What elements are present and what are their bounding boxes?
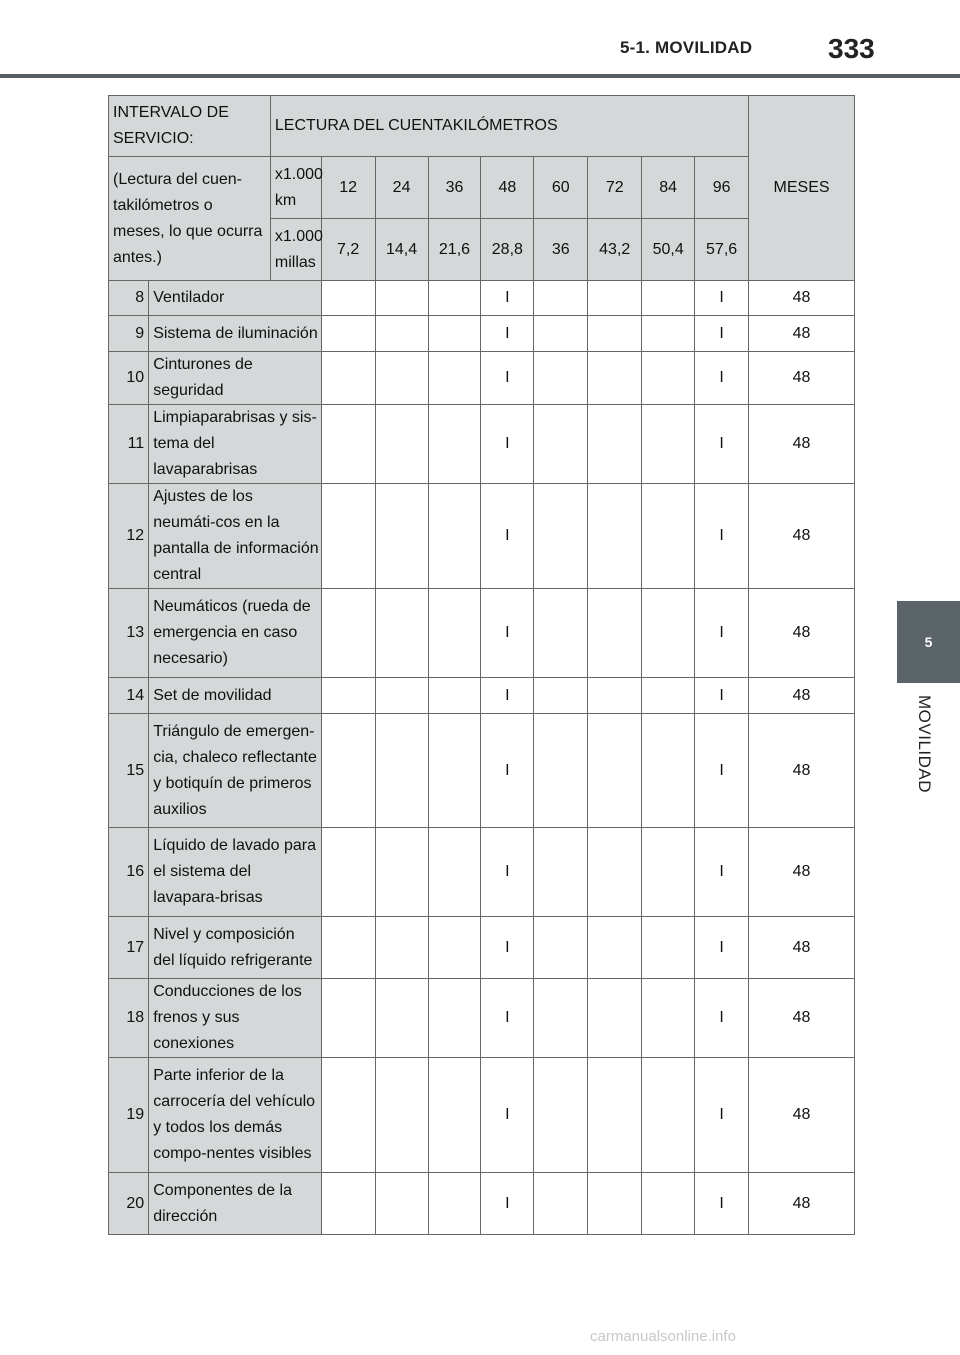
header-row-km xyxy=(109,157,855,219)
header-rule xyxy=(0,74,960,78)
empty-cell xyxy=(321,589,375,678)
table-row xyxy=(109,1058,855,1173)
table-row xyxy=(109,589,855,678)
empty-cell xyxy=(428,281,481,316)
mile-value: 50,4 xyxy=(642,219,695,281)
empty-cell xyxy=(534,917,588,979)
inspect-mark: I xyxy=(695,1173,749,1235)
inspect-mark: I xyxy=(481,316,534,352)
empty-cell xyxy=(588,281,642,316)
empty-cell xyxy=(375,405,428,484)
mile-value: 21,6 xyxy=(428,219,481,281)
empty-cell xyxy=(375,714,428,828)
chapter-tab xyxy=(897,601,960,683)
empty-cell xyxy=(428,352,481,405)
page-header xyxy=(0,0,960,80)
empty-cell xyxy=(321,484,375,589)
table-row xyxy=(109,316,855,352)
mile-value: 14,4 xyxy=(375,219,428,281)
inspect-mark: I xyxy=(481,484,534,589)
empty-cell xyxy=(375,678,428,714)
item-description: Sistema de iluminación xyxy=(149,316,321,352)
table-row xyxy=(109,828,855,917)
months-value: 48 xyxy=(749,828,855,917)
inspect-mark: I xyxy=(695,352,749,405)
table-row xyxy=(109,484,855,589)
km-unit: x1.000 km xyxy=(270,157,321,219)
empty-cell xyxy=(534,1173,588,1235)
mile-value: 57,6 xyxy=(695,219,749,281)
empty-cell xyxy=(321,1058,375,1173)
months-value: 48 xyxy=(749,917,855,979)
empty-cell xyxy=(321,352,375,405)
chapter-label: MOVILIDAD xyxy=(915,695,934,794)
months-value: 48 xyxy=(749,1173,855,1235)
km-value: 84 xyxy=(642,157,695,219)
empty-cell xyxy=(321,316,375,352)
item-number: 16 xyxy=(109,828,149,917)
item-number: 18 xyxy=(109,979,149,1058)
inspect-mark: I xyxy=(481,917,534,979)
item-number: 11 xyxy=(109,405,149,484)
empty-cell xyxy=(321,828,375,917)
chapter-tab-number: 5 xyxy=(924,634,933,650)
item-number: 14 xyxy=(109,678,149,714)
item-number: 19 xyxy=(109,1058,149,1173)
table-row xyxy=(109,1173,855,1235)
item-description: Parte inferior de la carrocería del vehículo y todos los demás compo-nentes visibles xyxy=(149,1058,321,1173)
empty-cell xyxy=(642,316,695,352)
empty-cell xyxy=(588,352,642,405)
table-row xyxy=(109,352,855,405)
item-description: Líquido de lavado para el sistema del lavapara-brisas xyxy=(149,828,321,917)
table-row xyxy=(109,917,855,979)
empty-cell xyxy=(588,714,642,828)
item-number: 9 xyxy=(109,316,149,352)
inspect-mark: I xyxy=(695,281,749,316)
empty-cell xyxy=(375,316,428,352)
item-number: 17 xyxy=(109,917,149,979)
empty-cell xyxy=(428,589,481,678)
months-value: 48 xyxy=(749,316,855,352)
item-description: Triángulo de emergen-cia, chaleco reflectante y botiquín de primeros auxilios xyxy=(149,714,321,828)
empty-cell xyxy=(534,405,588,484)
inspect-mark: I xyxy=(695,714,749,828)
mile-value: 36 xyxy=(534,219,588,281)
months-value: 48 xyxy=(749,484,855,589)
item-number: 12 xyxy=(109,484,149,589)
header-row-top xyxy=(109,96,855,157)
empty-cell xyxy=(375,979,428,1058)
months-value: 48 xyxy=(749,352,855,405)
empty-cell xyxy=(588,1173,642,1235)
months-value: 48 xyxy=(749,589,855,678)
km-value: 96 xyxy=(695,157,749,219)
empty-cell xyxy=(534,316,588,352)
months-label: MESES xyxy=(749,96,855,281)
empty-cell xyxy=(588,589,642,678)
table-row xyxy=(109,979,855,1058)
inspect-mark: I xyxy=(695,405,749,484)
mile-value: 28,8 xyxy=(481,219,534,281)
empty-cell xyxy=(321,714,375,828)
empty-cell xyxy=(375,352,428,405)
empty-cell xyxy=(375,281,428,316)
empty-cell xyxy=(534,352,588,405)
empty-cell xyxy=(375,828,428,917)
inspect-mark: I xyxy=(481,281,534,316)
empty-cell xyxy=(428,979,481,1058)
inspect-mark: I xyxy=(481,352,534,405)
empty-cell xyxy=(534,979,588,1058)
empty-cell xyxy=(321,1173,375,1235)
item-description: Componentes de la dirección xyxy=(149,1173,321,1235)
item-number: 20 xyxy=(109,1173,149,1235)
empty-cell xyxy=(375,917,428,979)
inspect-mark: I xyxy=(481,1058,534,1173)
months-value: 48 xyxy=(749,1058,855,1173)
empty-cell xyxy=(375,1058,428,1173)
item-description: Cinturones de seguridad xyxy=(149,352,321,405)
empty-cell xyxy=(588,828,642,917)
empty-cell xyxy=(588,979,642,1058)
empty-cell xyxy=(534,678,588,714)
empty-cell xyxy=(428,484,481,589)
empty-cell xyxy=(642,714,695,828)
item-description: Conducciones de los frenos y sus conexiones xyxy=(149,979,321,1058)
months-value: 48 xyxy=(749,979,855,1058)
empty-cell xyxy=(428,828,481,917)
inspect-mark: I xyxy=(481,714,534,828)
empty-cell xyxy=(588,678,642,714)
empty-cell xyxy=(588,484,642,589)
empty-cell xyxy=(428,714,481,828)
inspect-mark: I xyxy=(481,979,534,1058)
km-value: 24 xyxy=(375,157,428,219)
inspect-mark: I xyxy=(695,316,749,352)
item-number: 10 xyxy=(109,352,149,405)
empty-cell xyxy=(588,917,642,979)
empty-cell xyxy=(375,1173,428,1235)
empty-cell xyxy=(642,484,695,589)
months-value: 48 xyxy=(749,714,855,828)
empty-cell xyxy=(588,1058,642,1173)
inspect-mark: I xyxy=(695,678,749,714)
empty-cell xyxy=(642,1058,695,1173)
empty-cell xyxy=(375,484,428,589)
item-description: Nivel y composición del líquido refrigerante xyxy=(149,917,321,979)
inspect-mark: I xyxy=(481,589,534,678)
item-description: Ventilador xyxy=(149,281,321,316)
empty-cell xyxy=(321,917,375,979)
empty-cell xyxy=(534,589,588,678)
empty-cell xyxy=(642,678,695,714)
empty-cell xyxy=(428,316,481,352)
km-value: 36 xyxy=(428,157,481,219)
page-number: 333 xyxy=(828,33,875,64)
km-value: 48 xyxy=(481,157,534,219)
empty-cell xyxy=(642,281,695,316)
table-row xyxy=(109,405,855,484)
empty-cell xyxy=(375,589,428,678)
inspect-mark: I xyxy=(695,484,749,589)
empty-cell xyxy=(642,352,695,405)
inspect-mark: I xyxy=(481,405,534,484)
item-number: 13 xyxy=(109,589,149,678)
empty-cell xyxy=(534,828,588,917)
inspect-mark: I xyxy=(695,828,749,917)
km-value: 12 xyxy=(321,157,375,219)
empty-cell xyxy=(642,917,695,979)
table-row xyxy=(109,678,855,714)
mile-value: 43,2 xyxy=(588,219,642,281)
item-number: 8 xyxy=(109,281,149,316)
inspect-mark: I xyxy=(695,979,749,1058)
empty-cell xyxy=(321,281,375,316)
empty-cell xyxy=(321,979,375,1058)
months-value: 48 xyxy=(749,281,855,316)
item-description: Limpiaparabrisas y sis-tema del lavaparabrisas xyxy=(149,405,321,484)
inspect-mark: I xyxy=(695,917,749,979)
empty-cell xyxy=(642,589,695,678)
inspect-mark: I xyxy=(481,828,534,917)
item-description: Neumáticos (rueda de emergencia en caso necesario) xyxy=(149,589,321,678)
inspect-mark: I xyxy=(481,678,534,714)
mile-value: 7,2 xyxy=(321,219,375,281)
interval-label: INTERVALO DE SERVICIO: xyxy=(109,96,271,157)
empty-cell xyxy=(428,1058,481,1173)
empty-cell xyxy=(588,316,642,352)
km-value: 72 xyxy=(588,157,642,219)
item-description: Ajustes de los neumáti-cos en la pantalla de información central xyxy=(149,484,321,589)
empty-cell xyxy=(642,1173,695,1235)
empty-cell xyxy=(642,405,695,484)
empty-cell xyxy=(534,714,588,828)
empty-cell xyxy=(534,1058,588,1173)
site-watermark: carmanualsonline.info xyxy=(590,1328,736,1345)
empty-cell xyxy=(428,1173,481,1235)
empty-cell xyxy=(588,405,642,484)
empty-cell xyxy=(534,281,588,316)
maintenance-table xyxy=(108,95,855,1235)
inspect-mark: I xyxy=(481,1173,534,1235)
item-number: 15 xyxy=(109,714,149,828)
inspect-mark: I xyxy=(695,1058,749,1173)
table-row xyxy=(109,714,855,828)
empty-cell xyxy=(428,678,481,714)
empty-cell xyxy=(321,405,375,484)
empty-cell xyxy=(428,405,481,484)
empty-cell xyxy=(321,678,375,714)
interval-note: (Lectura del cuen-takilómetros o meses, lo que ocurra antes.) xyxy=(109,157,271,281)
odometer-reading-label: LECTURA DEL CUENTAKILÓMETROS xyxy=(270,96,748,157)
empty-cell xyxy=(428,917,481,979)
inspect-mark: I xyxy=(695,589,749,678)
empty-cell xyxy=(642,979,695,1058)
km-value: 60 xyxy=(534,157,588,219)
item-description: Set de movilidad xyxy=(149,678,321,714)
miles-unit: x1.000 millas xyxy=(270,219,321,281)
table-row xyxy=(109,281,855,316)
months-value: 48 xyxy=(749,405,855,484)
months-value: 48 xyxy=(749,678,855,714)
empty-cell xyxy=(642,828,695,917)
empty-cell xyxy=(534,484,588,589)
section-title: 5-1. MOVILIDAD xyxy=(620,38,753,57)
